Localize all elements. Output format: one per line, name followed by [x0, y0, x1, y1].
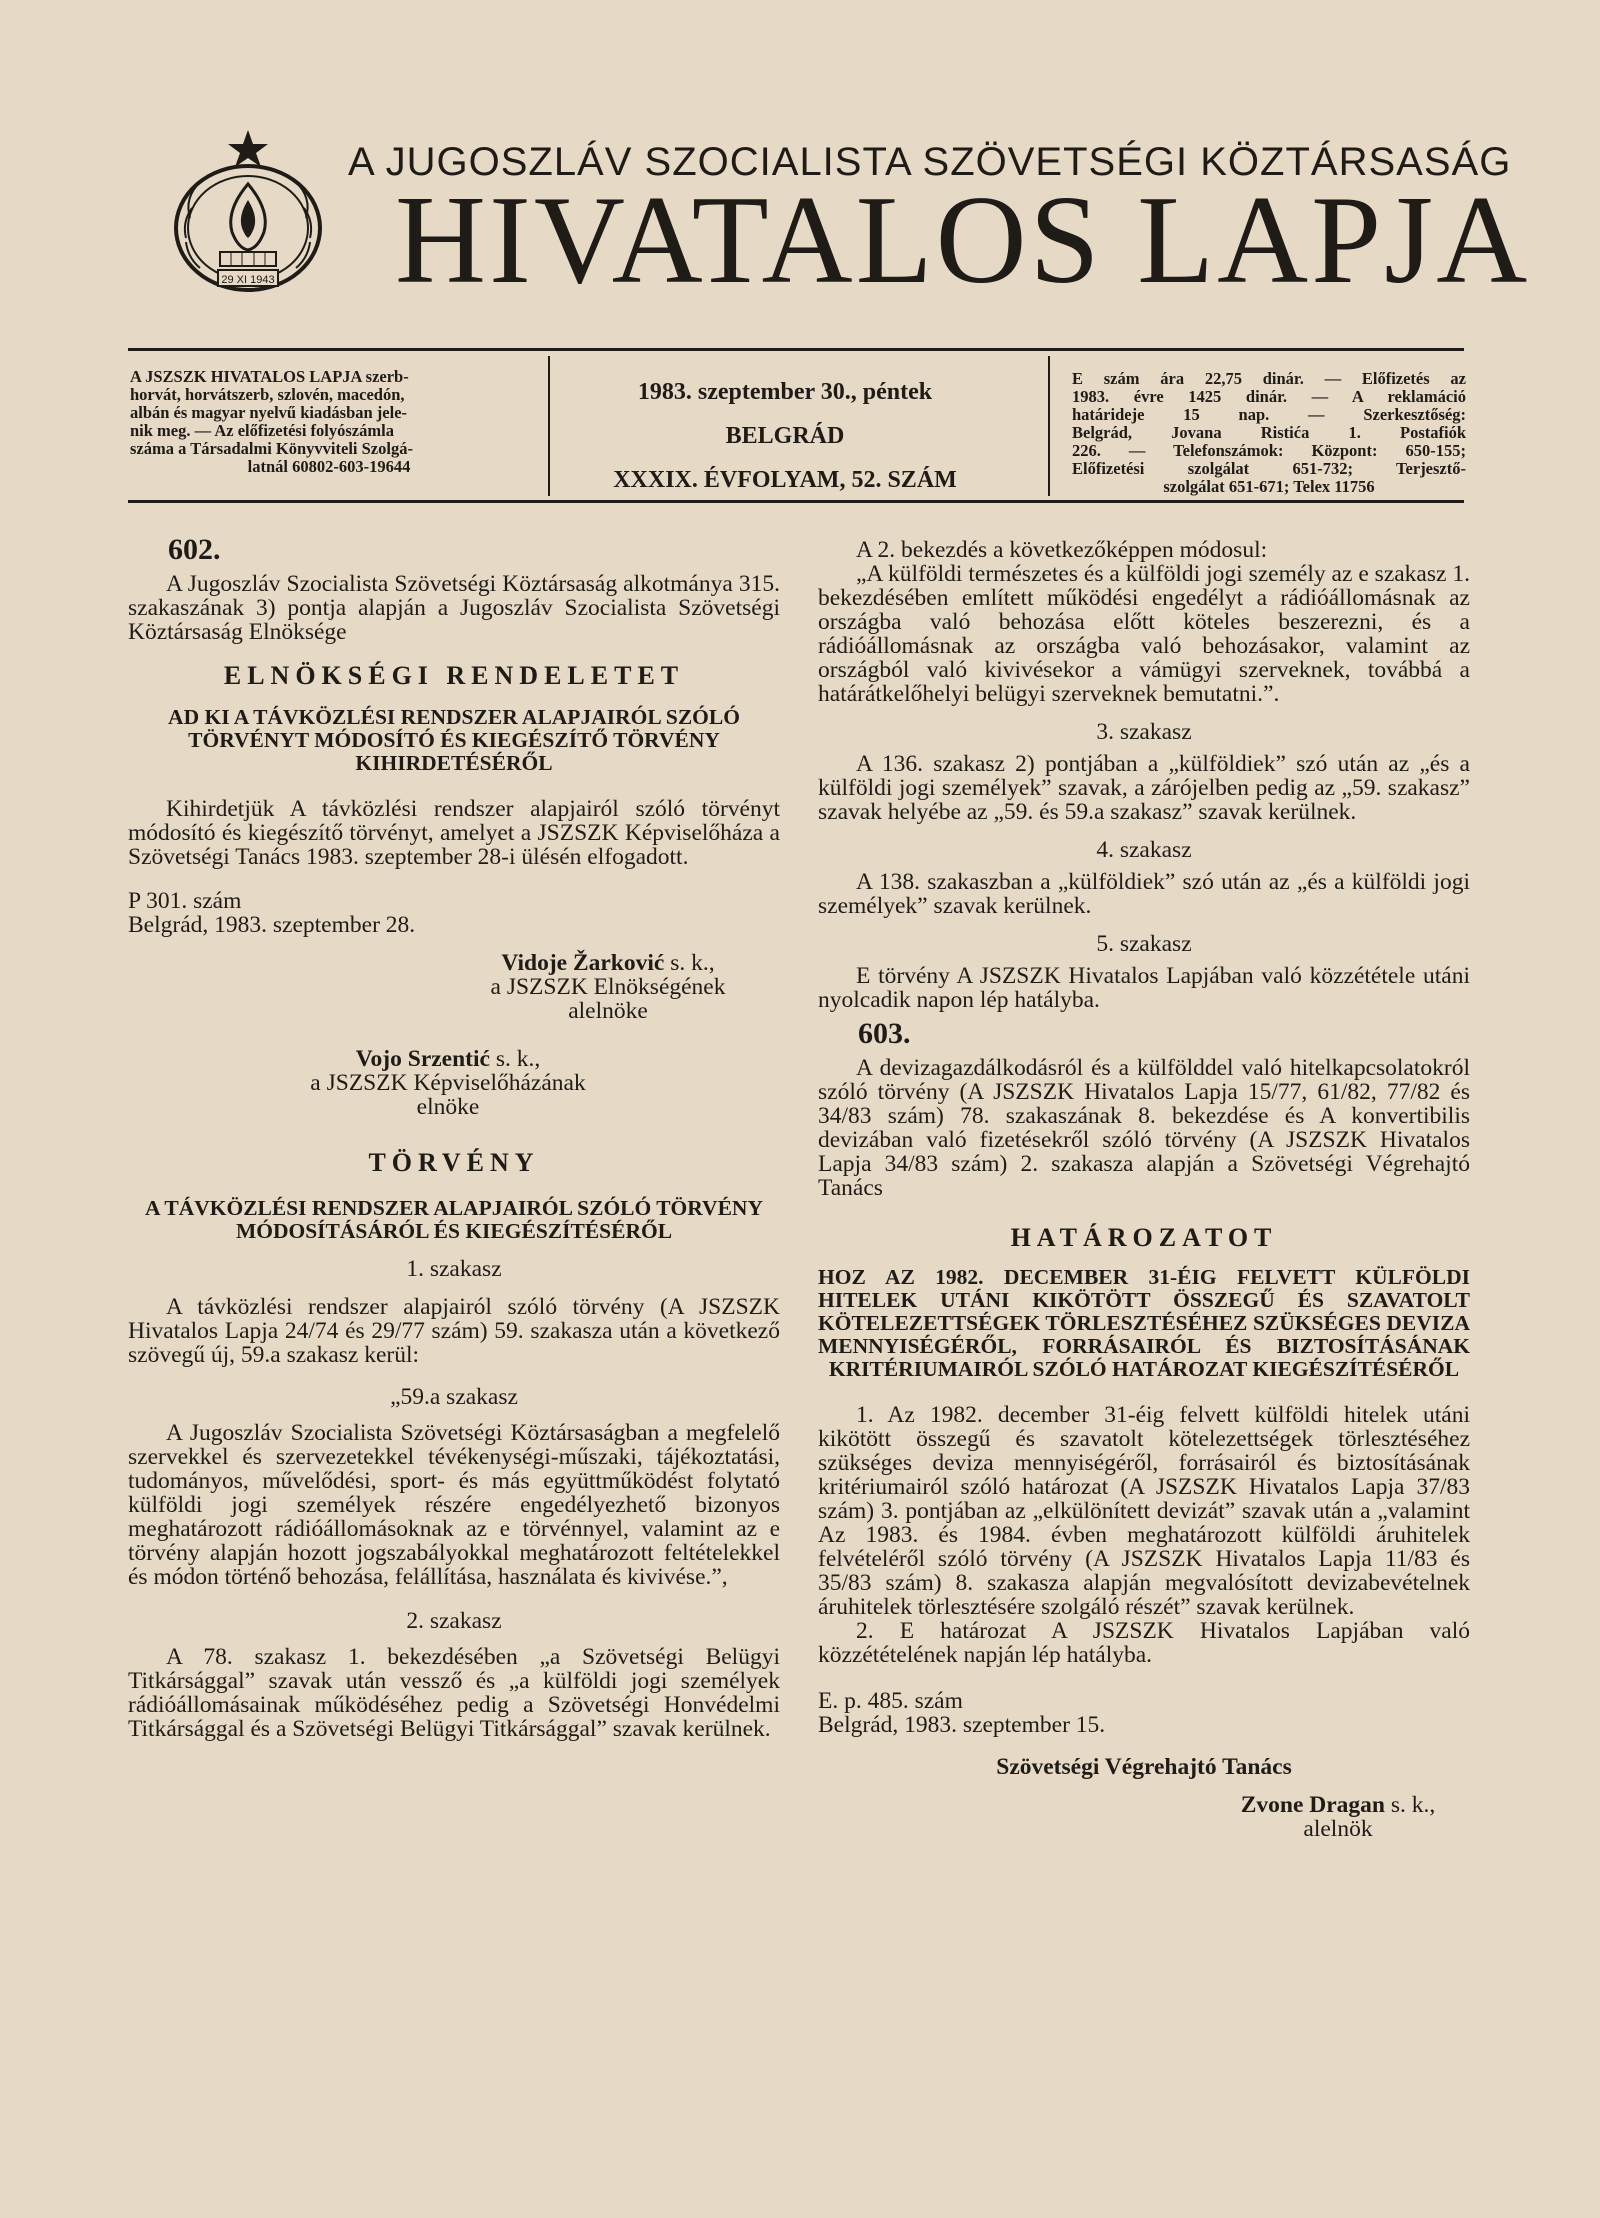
publication-info-line: nik meg. — Az előfizetési folyószámla — [130, 421, 394, 440]
masthead-title: HIVATALOS LAPJA — [395, 171, 1531, 310]
signature-block — [1208, 1793, 1468, 1841]
section-text: A távközlési rendszer alapjairól szóló törvény (A JSZSZK Hivatalos Lapja 24/74 és 29/77 szám) 59. szakasza után a következő szövegű új, 59.a szakasz kerül: — [128, 1294, 780, 1368]
signatory-role: elnöke — [416, 1094, 480, 1120]
decree-title: AD KI A TÁVKÖZLÉSI RENDSZER ALAPJAIRÓL SZÓLÓ TÖRVÉNYT MÓDOSÍTÓ ÉS KIEGÉSZÍTŐ TÖRVÉNY KIHIRDETÉSÉRŐL — [168, 705, 740, 775]
signatory-sk: s. k., — [1390, 1792, 1436, 1818]
price-contact-line: E szám ára 22,75 dinár. — Előfizetés az — [1072, 369, 1466, 388]
section-text: E törvény A JSZSZK Hivatalos Lapjában való közzététele utáni nyolcadik napon lép hatályba. — [818, 963, 1470, 1013]
section-label: 5. szakasz — [1096, 931, 1192, 957]
signatory-name: Vojo Srzentić — [355, 1046, 490, 1072]
signatory-name: Vidoje Žarković — [501, 950, 665, 976]
issuing-body: Szövetségi Végrehajtó Tanács — [996, 1754, 1292, 1780]
reference-place-date: Belgrád, 1983. szeptember 15. — [818, 1712, 1106, 1738]
resolution-point: 2. E határozat A JSZSZK Hivatalos Lapjában való közzétételének napján lép hatályba. — [818, 1618, 1470, 1668]
issue-volume: XXXIX. ÉVFOLYAM, 52. SZÁM — [613, 467, 957, 493]
issue-info — [560, 370, 1010, 502]
document-number: 602. — [168, 533, 221, 566]
left-column — [128, 533, 780, 1749]
section-label: 1. szakasz — [406, 1256, 502, 1282]
signature-block — [478, 951, 738, 1023]
header-divider — [1048, 356, 1050, 496]
signatory-sk: s. k., — [670, 950, 715, 976]
law-title: A TÁVKÖZLÉSI RENDSZER ALAPJAIRÓL SZÓLÓ TÖRVÉNY MÓDOSÍTÁSÁRÓL ÉS KIEGÉSZÍTÉSÉRŐL — [145, 1196, 763, 1243]
document-intro: A Jugoszláv Szocialista Szövetségi Köztársaság alkotmánya 315. szakaszának 3) pontja alapján a Jugoszláv Szocialista Szövetségi Köztársaság Elnöksége — [128, 571, 780, 645]
publication-info-line: horvát, horvátszerb, szlovén, macedón, — [130, 385, 405, 404]
signatory-role: a JSZSZK Elnökségének — [490, 974, 726, 1000]
signature-block — [308, 1047, 588, 1119]
publication-info — [130, 368, 528, 476]
svg-text:29 XI 1943: 29 XI 1943 — [221, 274, 275, 286]
price-contact-line: Belgrád, Jovana Ristića 1. Postafiók — [1072, 423, 1466, 442]
signatory-sk: s. k., — [495, 1046, 541, 1072]
price-contact-line: 226. — Telefonszámok: Központ: 650-155; — [1072, 441, 1466, 460]
signatory-role: a JSZSZK Képviselőházának — [310, 1070, 586, 1096]
section-label: „59.a szakasz — [390, 1384, 518, 1410]
reference-number: P 301. szám — [128, 888, 242, 914]
decree-body: Kihirdetjük A távközlési rendszer alapjairól szóló törvényt módosító és kiegészítő törvényt, amelyet a JSZSZK Képviselőháza a Szövetségi Tanács 1983. szeptember 28-i ülésén elfogadott. — [128, 796, 780, 870]
section-text: A 136. szakasz 2) pontjában a „külföldiek” szó után az „és a külföldi jogi személyek” szavak, a zárójelben pedig az „59. szakasz” szavak helyébe az „59. és 59.a szakasz” szavak kerülnek. — [818, 751, 1470, 825]
signatory-role: alelnöke — [568, 998, 648, 1024]
section-label: 3. szakasz — [1096, 719, 1192, 745]
publication-info-line: latnál 60802-603-19644 — [247, 457, 411, 476]
section-label: 4. szakasz — [1096, 837, 1192, 863]
document-intro: A devizagazdálkodásról és a külfölddel való hitelkapcsolatokról szóló törvény (A JSZSZK Hivatalos Lapja 15/77, 61/82, 77/82 és 34/83 szám) 78. szakaszának 8. bekezdése és A konvertibilis devizában való fizetésekről szóló törvény (A JSZSZK Hivatalos Lapja 34/83 szám) 2. szakasza alapján a Szövetségi Végrehajtó Tanács — [818, 1055, 1470, 1201]
resolution-point: 1. Az 1982. december 31-éig felvett külföldi hitelek utáni kikötött összegű és szavatolt kötelezettségek törlesztéséhez szükséges deviza mennyiségéről, forrásairól és biztosításának kritériumairól szóló határozat (A JSZSZK Hivatalos Lapja 37/83 szám) 3. pontjában az „elkülönített devizát” szavak után a „valamint Az 1983. és 1984. évben meghatározott külföldi áruhitelek felvételéről szóló törvény (A JSZSZK Hivatalos Lapja 11/83 és 35/83 szám) 8. szakasza alapján megvalósított devizabevételnek áruhitelek törlesztésére szolgáló részét” szavak kerülnek. — [818, 1402, 1470, 1620]
publication-info-line: albán és magyar nyelvű kiadásban jele- — [130, 403, 408, 422]
resolution-heading: HATÁROZATOT — [1010, 1223, 1278, 1252]
price-contact-info — [1072, 370, 1466, 496]
publication-info-line: száma a Társadalmi Könyvviteli Szolgá- — [130, 439, 413, 458]
section-text: „A külföldi természetes és a külföldi jogi személy az e szakasz 1. bekezdésében említett működési engedélyt a rádióállomásnak az országba való behozása előtt köteles beszerezni, és a rádióállomásnak az országba való behozásakor, valamint az országból való kivivésekor a vámügyi szerveknek, továbbá a határátkelőhelyi belügyi szerveknek bemutatni.”. — [818, 561, 1470, 707]
signatory-role: alelnök — [1303, 1816, 1373, 1842]
price-contact-line: szolgálat 651-671; Telex 11756 — [1163, 477, 1375, 496]
reference-place-date: Belgrád, 1983. szeptember 28. — [128, 912, 416, 938]
issue-date: 1983. szeptember 30., péntek — [637, 379, 933, 405]
section-text: A 78. szakasz 1. bekezdésében „a Szövetségi Belügyi Titkársággal” szavak után vessző és „a külföldi jogi személyek rádióállomásainak működéséhez pedig a Szövetségi Honvédelmi Titkársággal és a Szövetségi Belügyi Titkársággal” szavak kerülnek. — [128, 1644, 780, 1742]
price-contact-line: határideje 15 nap. — Szerkesztőség: — [1072, 405, 1466, 424]
price-contact-line: 1983. évre 1425 dinár. — A reklamáció — [1072, 387, 1466, 406]
document-number: 603. — [858, 1017, 911, 1050]
masthead-rule-top — [128, 348, 1464, 351]
law-heading: TÖRVÉNY — [368, 1148, 540, 1177]
yugoslav-coat-of-arms-icon — [160, 128, 336, 304]
signatory-name: Zvone Dragan — [1240, 1792, 1385, 1818]
section-text: A Jugoszláv Szocialista Szövetségi Köztársaságban a megfelelő szervekkel és szervezetekkel tévékenységi-műszaki, tájékoztatási, tudományos, művelődési, sport- és más együttműködést folytató külföldi jogi személyek részére engedélyezhető bizonyos meghatározott rádióállomásoknak az e törvénnyel, valamint az e törvény alapján hozott jogszabályokkal meghatározott feltételekkel és módon történő behozása, felállítása, használata és kivivése.”, — [128, 1420, 780, 1590]
resolution-title: HOZ AZ 1982. DECEMBER 31-ÉIG FELVETT KÜLFÖLDI HITELEK UTÁNI KIKÖTÖTT ÖSSZEGŰ ÉS SZAVATOLT KÖTELEZETTSÉGEK TÖRLESZTÉSÉHEZ SZÜKSÉGES DEVIZA MENNYISÉGÉRŐL, FORRÁSAIRÓL ÉS BIZTOSÍTÁSÁNAK KRITÉRIUMAIRÓL SZÓLÓ HATÁROZAT KIEGÉSZÍTÉSÉRŐL — [818, 1265, 1470, 1381]
section-text: A 138. szakaszban a „külföldiek” szó után az „és a külföldi jogi személyek” szavak kerülnek. — [818, 869, 1470, 919]
masthead-subtitle: A JUGOSZLÁV SZOCIALISTA SZÖVETSÉGI KÖZTÁRSASÁG — [348, 140, 1512, 184]
decree-heading: ELNÖKSÉGI RENDELETET — [223, 661, 685, 690]
reference-number: E. p. 485. szám — [818, 1688, 963, 1714]
publication-info-line: A JSZSZK HIVATALOS LAPJA szerb- — [130, 367, 409, 386]
price-contact-line: Előfizetési szolgálat 651-732; Terjesztő- — [1072, 459, 1466, 478]
issue-place: BELGRÁD — [725, 423, 845, 449]
right-column — [818, 538, 1470, 1841]
header-divider — [548, 356, 550, 496]
section-text: A 2. bekezdés a következőképpen módosul: — [856, 537, 1268, 563]
section-label: 2. szakasz — [406, 1608, 502, 1634]
